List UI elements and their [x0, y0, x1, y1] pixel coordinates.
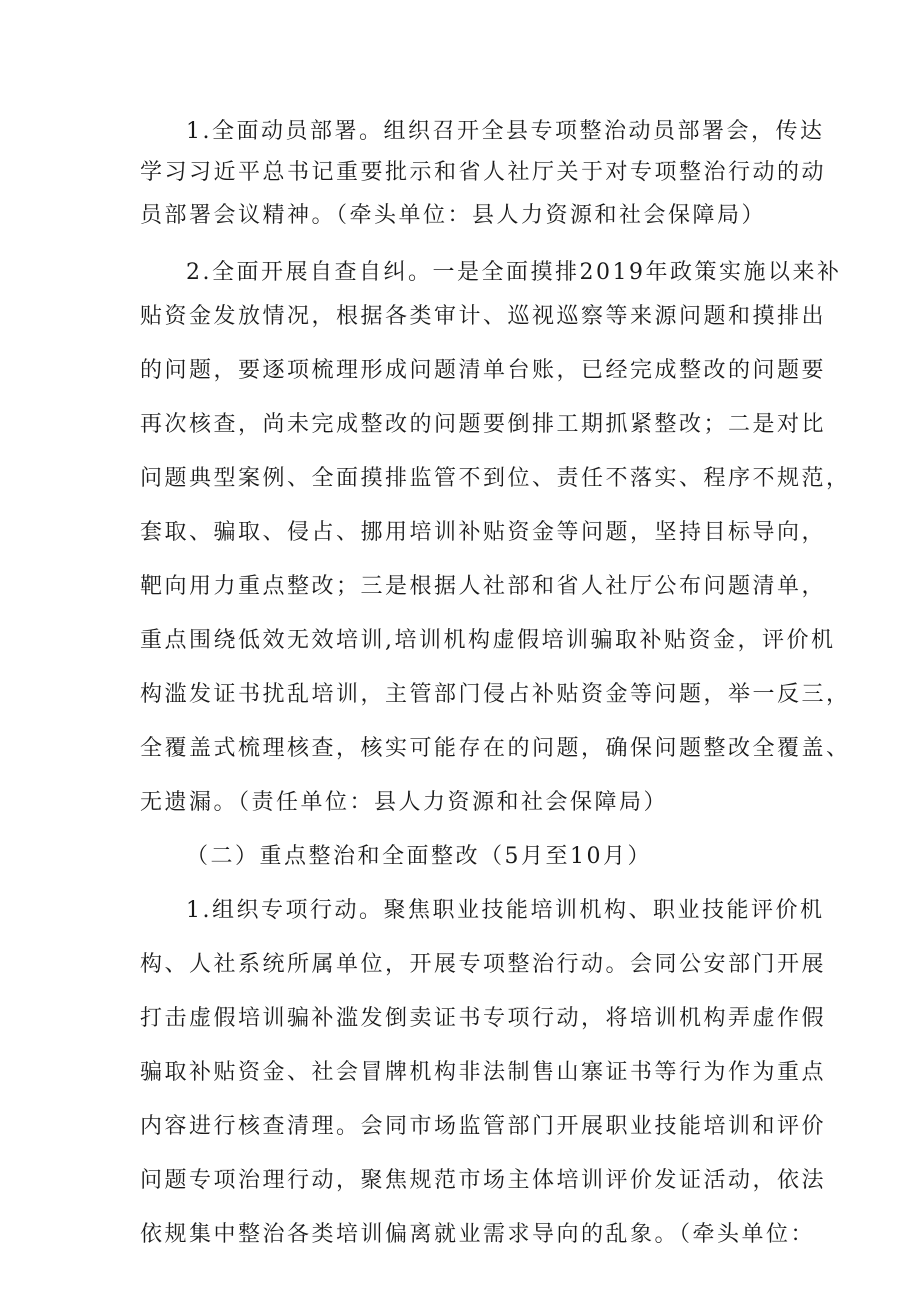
- paragraph-1-line-3: 员部署会议精神。（牵头单位：县人力资源和社会保障局）: [140, 203, 767, 228]
- paragraph-2-line-3: 的问题，要逐项梳理形成问题清单台账，已经完成整改的问题要: [140, 358, 827, 383]
- paragraph-2-line-2: 贴资金发放情况，根据各类审计、巡视巡察等来源问题和摸排出: [140, 304, 827, 329]
- paragraph-2-line-9: 构滥发证书扰乱培训，主管部门侵占补贴资金等问题，举一反三，: [140, 682, 851, 707]
- section-heading: （二）重点整治和全面整改（5月至10月）: [186, 844, 652, 869]
- paragraph-2-line-4: 再次核查，尚未完成整改的问题要倒排工期抓紧整改；二是对比: [140, 412, 827, 437]
- paragraph-3-line-5: 内容进行核查清理。会同市场监管部门开展职业技能培训和评价: [140, 1114, 827, 1139]
- paragraph-3-line-7: 依规集中整治各类培训偏离就业需求导向的乱象。（牵头单位：: [140, 1222, 816, 1247]
- paragraph-3-line-6: 问题专项治理行动，聚焦规范市场主体培训评价发证活动，依法: [140, 1168, 827, 1193]
- paragraph-2-line-5: 问题典型案例、全面摸排监管不到位、责任不落实、程序不规范，: [140, 466, 851, 491]
- paragraph-2-line-1: 2.全面开展自查自纠。一是全面摸排2019年政策实施以来补: [186, 260, 842, 285]
- paragraph-2-line-10: 全覆盖式梳理核查，核实可能存在的问题，确保问题整改全覆盖、: [140, 736, 851, 761]
- paragraph-1-line-1: 1.全面动员部署。组织召开全县专项整治动员部署会，传达: [186, 119, 825, 144]
- paragraph-3-line-1: 1.组织专项行动。聚焦职业技能培训机构、职业技能评价机: [186, 898, 825, 923]
- paragraph-2-line-7: 靶向用力重点整改；三是根据人社部和省人社厅公布问题清单，: [140, 574, 827, 599]
- paragraph-2-line-6: 套取、骗取、侵占、挪用培训补贴资金等问题，坚持目标导向，: [140, 520, 827, 545]
- paragraph-2-line-8: 重点围绕低效无效培训,培训机构虚假培训骗取补贴资金，评价机: [140, 628, 836, 653]
- paragraph-3-line-3: 打击虚假培训骗补滥发倒卖证书专项行动，将培训机构弄虚作假: [140, 1006, 827, 1031]
- paragraph-3-line-2: 构、人社系统所属单位，开展专项整治行动。会同公安部门开展: [140, 952, 827, 977]
- paragraph-3-line-4: 骗取补贴资金、社会冒牌机构非法制售山寨证书等行为作为重点: [140, 1060, 827, 1085]
- paragraph-2-line-11: 无遗漏。（责任单位：县人力资源和社会保障局）: [140, 790, 669, 815]
- paragraph-1-line-2: 学习习近平总书记重要批示和省人社厅关于对专项整治行动的动: [140, 160, 827, 185]
